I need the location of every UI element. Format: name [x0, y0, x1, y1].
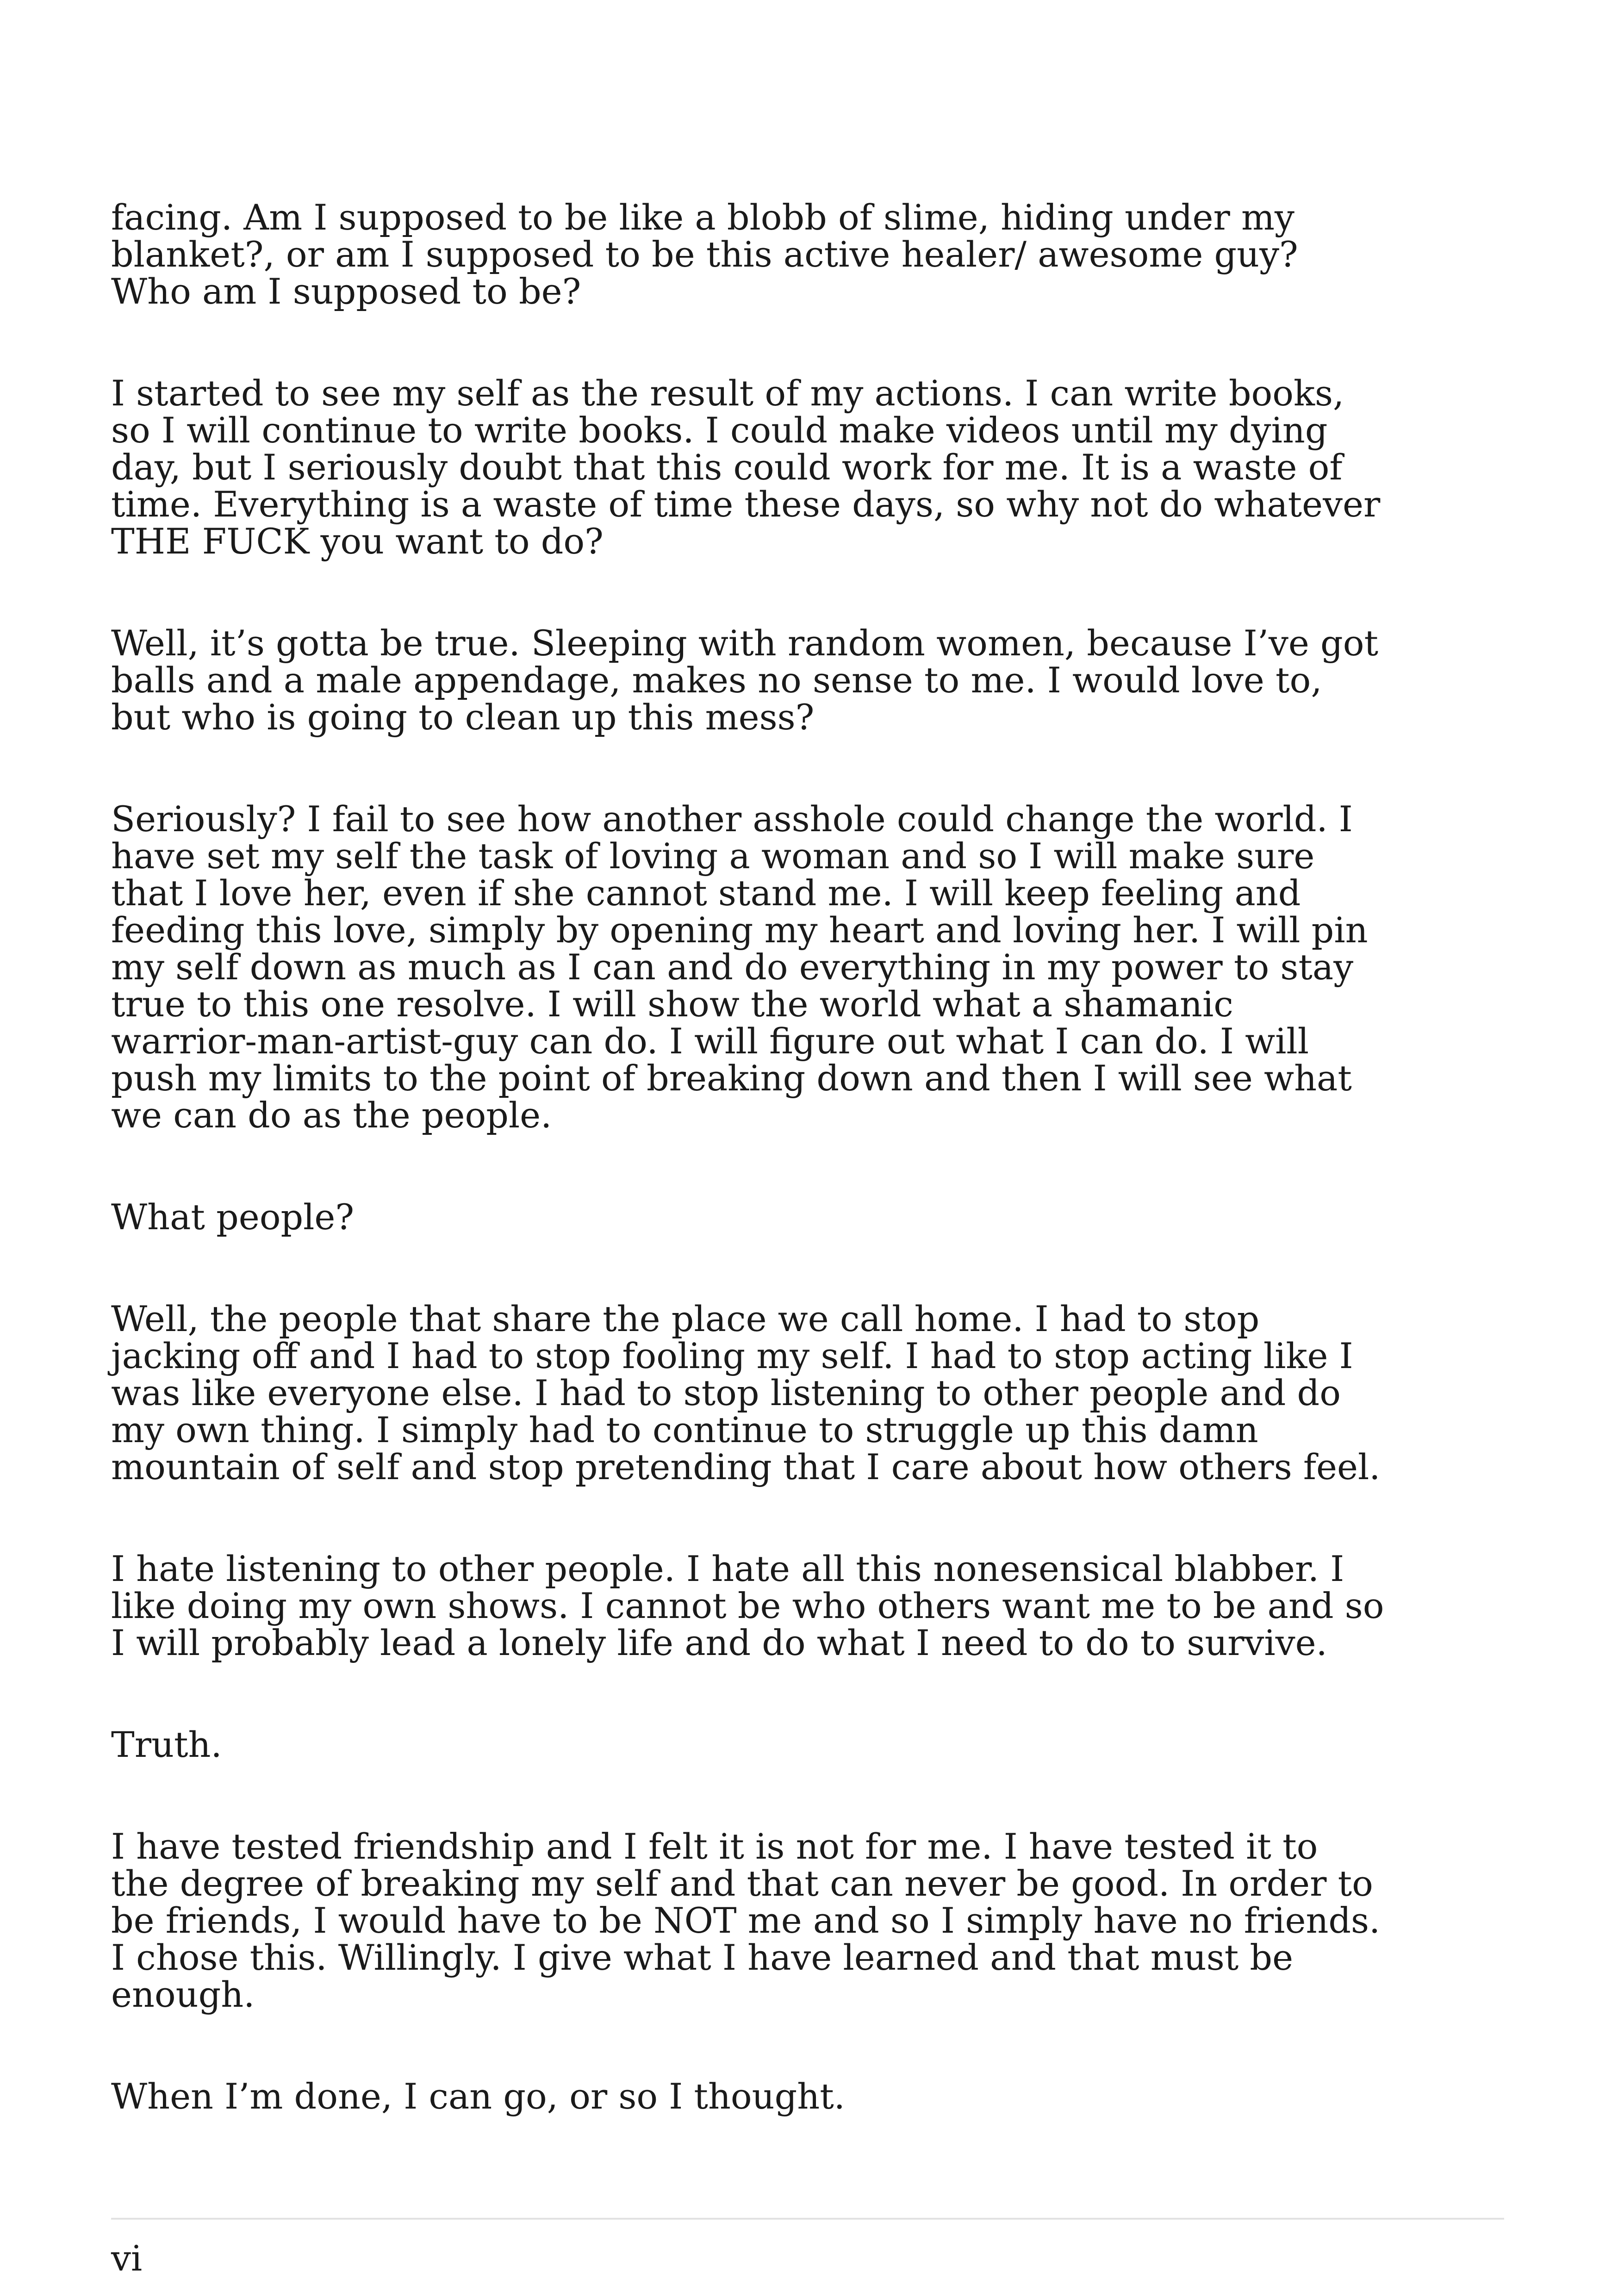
document-body: [111, 199, 1504, 2180]
paragraph: Well, the people that share the place we call home. I had to stop jacking off and I had to stop fooling my self. I had to stop acting like I was like everyone else. I had to stop listening to other people and do my own thing. I simply had to continue to struggle up this damn mountain of self and stop pretending that I care about how others feel.: [111, 1298, 1381, 1487]
paragraph: When I’m done, I can go, or so I thought.: [111, 2076, 845, 2117]
paragraph: facing. Am I supposed to be like a blobb of slime, hiding under my blanket?, or am I supposed to be this active healer/ awesome guy? Who am I supposed to be?: [111, 197, 1298, 312]
paragraph: I hate listening to other people. I hate all this nonesensical blabber. I like doing my own shows. I cannot be who others want me to be and so I will probably lead a lonely life and do what I need to do to survive.: [111, 1548, 1384, 1663]
paragraph: I started to see my self as the result of my actions. I can write books, so I will continue to write books. I could make videos until my dying day, but I seriously doubt that this could work for me. It is a waste of time. Everything is a waste of time these days, so why not do whatever THE FUCK you want to do?: [111, 373, 1381, 562]
page-number: vi: [111, 2238, 143, 2279]
footer-divider: [111, 2218, 1504, 2220]
paragraph: Seriously? I fail to see how another asshole could change the world. I have set my self the task of loving a woman and so I will make sure that I love her, even if she cannot stand me. I will keep feeling and feeding this love, simply by opening my heart and loving her. I will pin my self down as much as I can and do everything in my power to stay true to this one resolve. I will show the world what a shamanic warrior-man-artist-guy can do. I will figure out what I can do. I will push my limits to the point of breaking down and then I will see what we can do as the people.: [111, 798, 1368, 1136]
paragraph: I have tested friendship and I felt it is not for me. I have tested it to the degree of breaking my self and that can never be good. In order to be friends, I would have to be NOT me and so I simply have no friends. I chose this. Willingly. I give what I have learned and that must be enough.: [111, 1826, 1381, 2015]
paragraph: Well, it’s gotta be true. Sleeping with random women, because I’ve got balls and a male appendage, makes no sense to me. I would love to, but who is going to clean up this mess?: [111, 622, 1379, 738]
paragraph: Truth.: [111, 1724, 222, 1765]
paragraph: What people?: [111, 1196, 355, 1238]
